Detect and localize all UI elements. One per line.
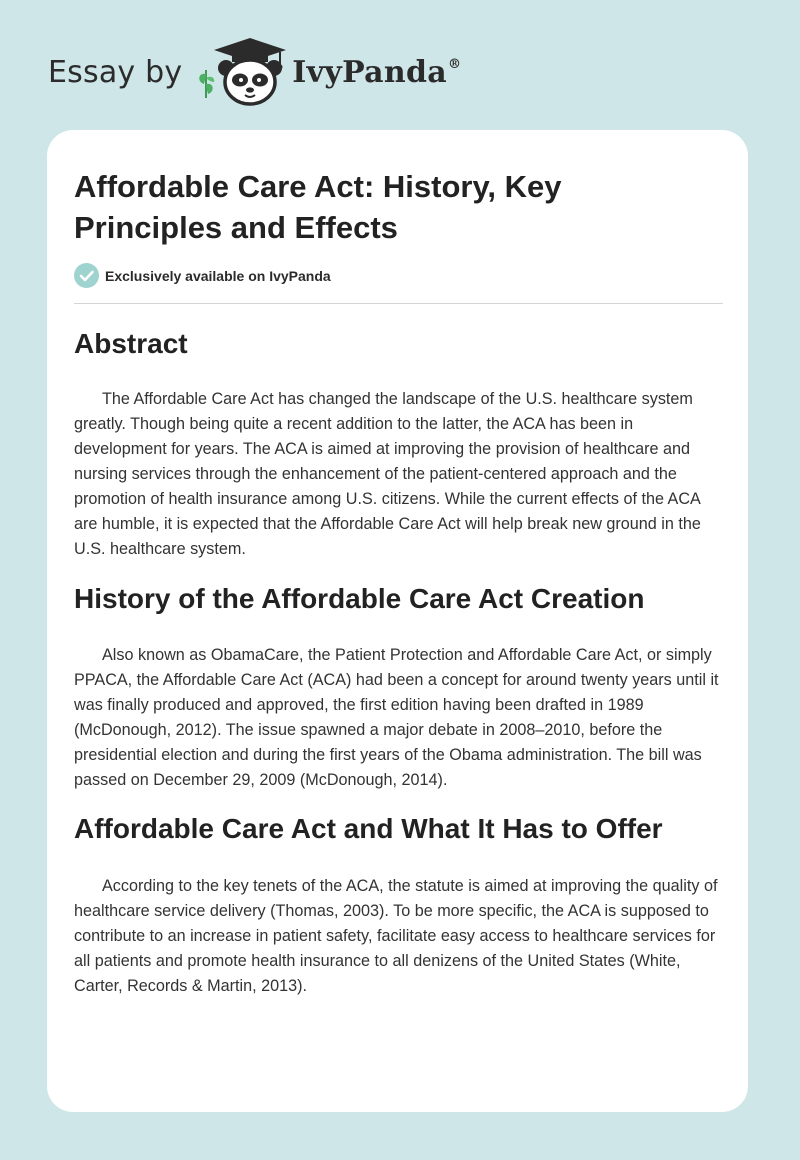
- section-abstract: [74, 326, 724, 562]
- exclusive-label: Exclusively available on IvyPanda: [105, 267, 331, 284]
- exclusive-badge: [74, 263, 331, 288]
- section-paragraph: Also known as ObamaCare, the Patient Protection and Affordable Care Act, or simply PPACA, the Affordable Care Act (ACA) had been a concept for around twenty years until it was finally produced and approved, the first edition having been drafted in 1989 (McDonough, 2012). The issue spawned a major debate in 2008–2010, before the presidential election and during the first years of the Obama administration. The bill was passed on December 29, 2009 (McDonough, 2014).: [74, 646, 719, 789]
- section-heading: History of the Affordable Care Act Creation: [74, 583, 645, 614]
- title-divider: [74, 303, 723, 304]
- section-heading: Affordable Care Act and What It Has to Offer: [74, 813, 663, 844]
- registered-mark: ®: [448, 56, 462, 72]
- essay-by-label: Essay by: [48, 54, 183, 90]
- section-what-it-offers: [74, 811, 724, 999]
- brand-label: IvyPanda: [292, 54, 448, 90]
- section-heading: Abstract: [74, 328, 188, 359]
- article-title: Affordable Care Act: History, Key Principles and Effects: [74, 169, 562, 245]
- article-card: [47, 130, 748, 1112]
- panda-graduate-icon[interactable]: [196, 36, 288, 108]
- section-paragraph: The Affordable Care Act has changed the landscape of the U.S. healthcare system greatly. Though being quite a recent addition to the latter, the ACA has been in development for years. The ACA is aimed at improving the provision of healthcare and nursing services through the enhancement of the patient-centered approach and the promotion of health insurance among U.S. citizens. While the current effects of the ACA are humble, it is expected that the Affordable Care Act will help break new ground in the U.S. healthcare system.: [74, 390, 701, 558]
- section-history: [74, 581, 724, 793]
- site-header: [48, 36, 461, 108]
- checkmark-circle-icon: [74, 263, 99, 288]
- section-paragraph: According to the key tenets of the ACA, the statute is aimed at improving the quality of healthcare service delivery (Thomas, 2003). To be more specific, the ACA is supposed to contribute to an increase in patient safety, facilitate easy access to healthcare services for all patients and promote health insurance to all denizens of the United States (White, Carter, Records & Martin, 2013).: [74, 877, 718, 995]
- brand-name[interactable]: [292, 55, 461, 90]
- article-body: [74, 326, 724, 999]
